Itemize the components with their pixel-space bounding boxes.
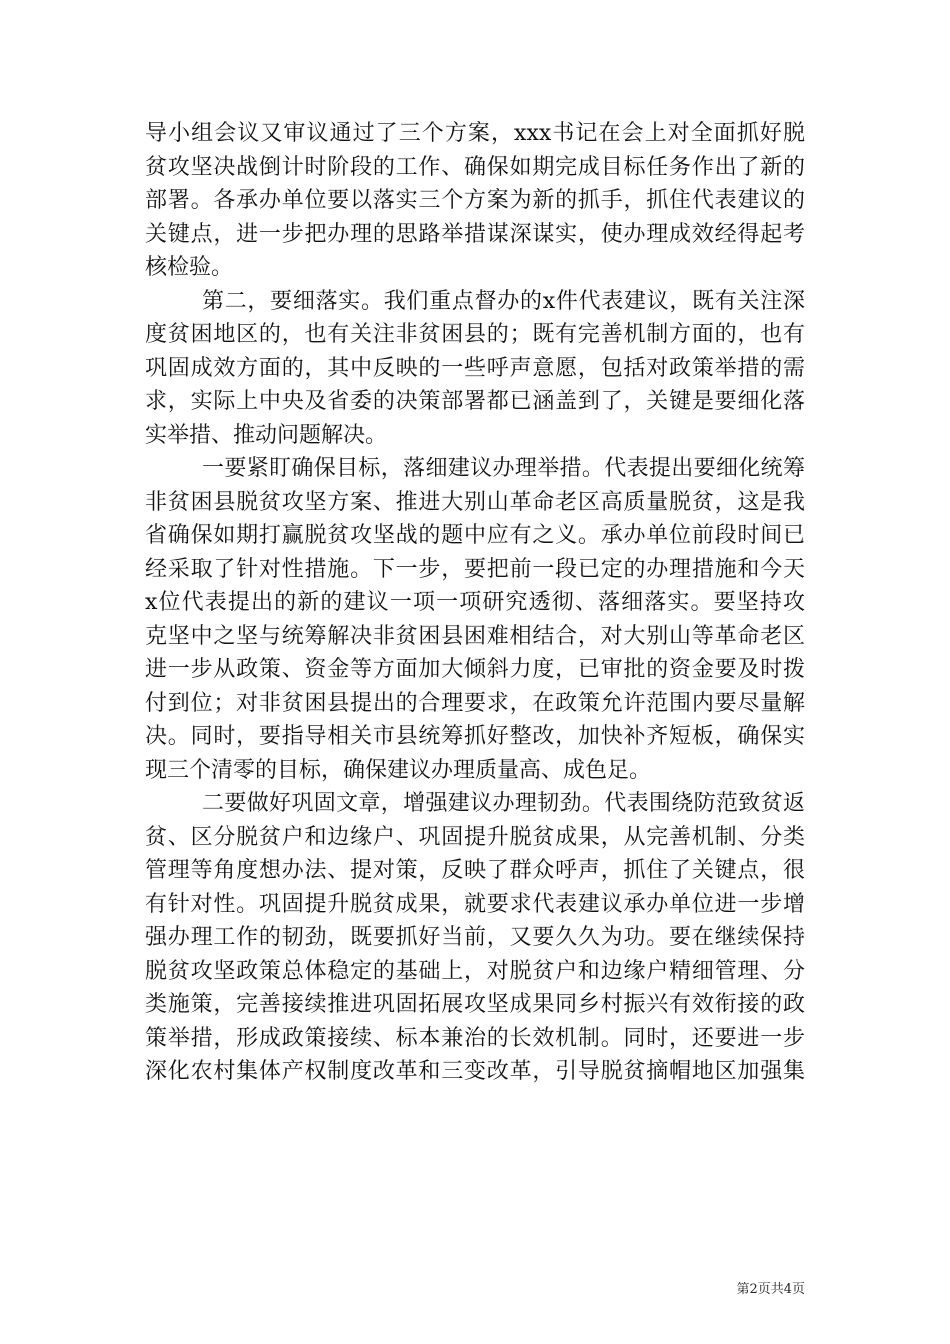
text-line: 强办理工作的韧劲，既要抓好当前，又要久久为功。要在继续保持 — [145, 925, 805, 950]
text-line: 导小组会议又审议通过了三个方案，xxx书记在会上对全面抓好脱 — [145, 121, 805, 146]
page-number: 第2页共4页 — [736, 1282, 805, 1297]
text-line: 核检验。 — [145, 255, 234, 280]
text-line: 一要紧盯确保目标，落细建议办理举措。代表提出要细化统筹 — [202, 456, 805, 481]
text-line: 二要做好巩固文章，增强建议办理韧劲。代表围绕防范致贫返 — [202, 791, 805, 816]
paragraph-second-point — [145, 285, 805, 453]
text-line: 贫、区分脱贫户和边缘户、巩固提升脱贫成果，从完善机制、分类 — [145, 824, 805, 850]
text-line: 付到位；对非贫困县提出的合理要求，在政策允许范围内要尽量解 — [145, 690, 805, 716]
text-line: 关键点，进一步把办理的思路举措谋深谋实，使办理成效经得起考 — [145, 221, 805, 247]
text-line: 第二，要细落实。我们重点督办的x件代表建议，既有关注深 — [202, 288, 805, 314]
text-line: 深化农村集体产权制度改革和三变改革，引导脱贫摘帽地区加强集 — [145, 1059, 805, 1084]
text-line: 进一步从政策、资金等方面加大倾斜力度，已审批的资金要及时拨 — [145, 657, 805, 682]
document-body — [145, 117, 805, 1089]
text-line: 贫攻坚决战倒计时阶段的工作、确保如期完成目标任务作出了新的 — [145, 154, 805, 180]
text-line: 部署。各承办单位要以落实三个方案为新的抓手，抓住代表建议的 — [145, 188, 805, 213]
text-line: 脱贫攻坚政策总体稳定的基础上，对脱贫户和边缘户精细管理、分 — [145, 958, 805, 984]
text-line: 省确保如期打赢脱贫攻坚战的题中应有之义。承办单位前段时间已 — [145, 523, 805, 548]
text-line: 非贫困县脱贫攻坚方案、推进大别山革命老区高质量脱贫，这是我 — [145, 489, 805, 515]
text-line: 度贫困地区的，也有关注非贫困县的；既有完善机制方面的，也有 — [145, 322, 805, 347]
text-line: 类施策，完善接续推进巩固拓展攻坚成果同乡村振兴有效衔接的政 — [145, 992, 805, 1017]
text-line: 管理等角度想办法、提对策，反映了群众呼声，抓住了关键点，很 — [145, 858, 805, 883]
text-line: 实举措、推动问题解决。 — [145, 422, 388, 448]
text-line: 决。同时，要指导相关市县统筹抓好整改，加快补齐短板，确保实 — [145, 724, 805, 749]
text-line: 策举措，形成政策接续、标本兼治的长效机制。同时，还要进一步 — [145, 1025, 805, 1051]
paragraph-continuation — [145, 117, 805, 285]
text-line: x位代表提出的新的建议一项一项研究透彻、落细落实。要坚持攻 — [145, 590, 805, 615]
paragraph-consolidation — [145, 787, 805, 1089]
text-line: 现三个清零的目标，确保建议办理质量高、成色足。 — [145, 757, 652, 783]
text-line: 克坚中之坚与统筹解决非贫困县困难相结合，对大别山等革命老区 — [145, 623, 805, 649]
text-line: 有针对性。巩固提升脱贫成果，就要求代表建议承办单位进一步增 — [145, 891, 805, 917]
paragraph-target-focus — [145, 452, 805, 787]
text-line: 经采取了针对性措施。下一步，要把前一段已定的办理措施和今天 — [145, 556, 805, 582]
text-line: 巩固成效方面的，其中反映的一些呼声意愿，包括对政策举措的需 — [145, 355, 805, 381]
text-line: 求，实际上中央及省委的决策部署都已涵盖到了，关键是要细化落 — [145, 389, 805, 414]
